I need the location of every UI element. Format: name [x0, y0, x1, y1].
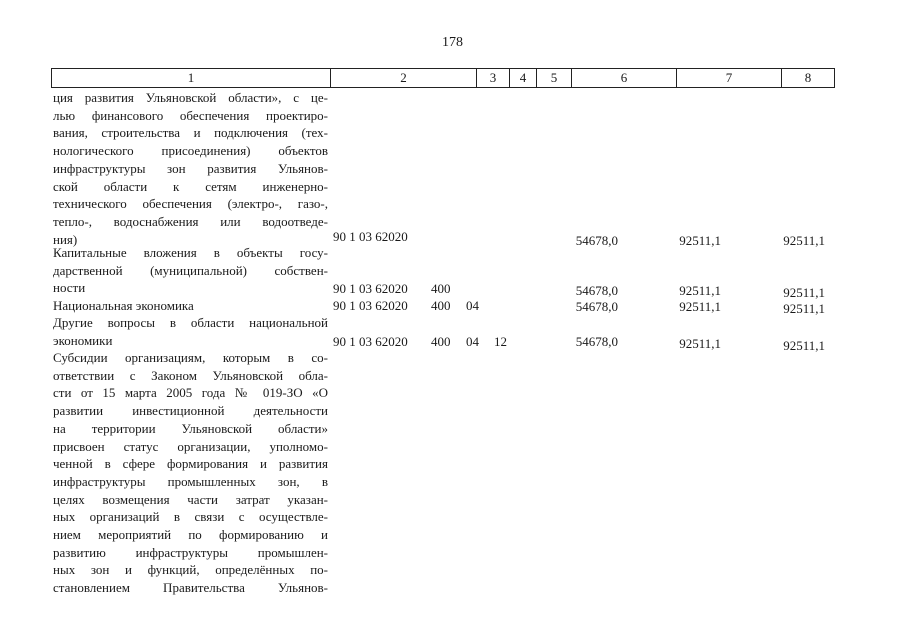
- description-line: экономики: [53, 332, 113, 348]
- description-line: тепло-, водоснабжения или водоотведе-: [53, 213, 328, 229]
- header-col-1: 1: [52, 69, 331, 87]
- page-number: 178: [442, 35, 463, 50]
- description-line: ответствии с Законом Ульяновской обла-: [53, 367, 328, 383]
- row-4-col8: 92511,1: [783, 338, 825, 353]
- header-col-5: 5: [537, 69, 572, 87]
- description-line: ской области к сетям инженерно-: [53, 178, 328, 194]
- description-line: вания, строительства и подключения (тех-: [53, 125, 328, 141]
- row-1-col8: 92511,1: [783, 233, 825, 248]
- row-2-col3: 400: [431, 281, 451, 296]
- description-line: технического обеспечения (электро-, газо-,: [53, 196, 328, 212]
- description-line: ных зон и функций, определённых по-: [53, 562, 328, 578]
- description-line: Субсидии организациям, которым в со-: [53, 350, 328, 365]
- description-line: дарственной (муниципальной) собствен-: [53, 262, 328, 278]
- row-4-col4: 04: [466, 334, 479, 349]
- row-3-code: 90 1 03 62020: [333, 298, 408, 313]
- description-line: развитию инфраструктуры промышлен-: [53, 544, 328, 560]
- description-line: Другие вопросы в области национальной: [53, 315, 328, 330]
- row-4-col6: 54678,0: [575, 334, 618, 349]
- row-1-code: 90 1 03 62020: [333, 229, 408, 244]
- row-3-col8: 92511,1: [783, 301, 825, 316]
- description-line: Капитальные вложения в объекты госу-: [53, 245, 328, 260]
- header-col-4: 4: [510, 69, 537, 87]
- description-line: сти от 15 марта 2005 года № 019-ЗО «О: [53, 385, 328, 401]
- row-1-col6: 54678,0: [575, 233, 618, 248]
- description-line: становлением Правительства Ульянов-: [53, 580, 328, 596]
- row-description-1: [53, 89, 328, 248]
- description-line: нием мероприятий по формированию и: [53, 527, 328, 543]
- description-line: ных организаций в связи с осуществле-: [53, 509, 328, 525]
- description-line: ния): [53, 231, 78, 247]
- description-line: нологического присоединения) объектов: [53, 143, 328, 159]
- description-line: лью финансового обеспечения проектиро-: [53, 107, 328, 123]
- description-line: ченной в сфере формирования и развития: [53, 456, 328, 472]
- row-2-col6: 54678,0: [575, 283, 618, 298]
- description-line: присвоен статус организации, уполномо-: [53, 438, 328, 454]
- row-4-col5: 12: [494, 334, 507, 349]
- table-header-row: [51, 68, 835, 88]
- header-col-2: 2: [331, 69, 477, 87]
- header-col-7: 7: [677, 69, 782, 87]
- row-4-col3: 400: [431, 334, 451, 349]
- row-2-col8: 92511,1: [783, 285, 825, 300]
- row-3-col4: 04: [466, 298, 479, 313]
- header-col-3: 3: [477, 69, 510, 87]
- row-1-col7: 92511,1: [679, 233, 721, 248]
- description-line: целях возмещения части затрат указан-: [53, 491, 328, 507]
- row-2-col7: 92511,1: [679, 283, 721, 298]
- description-line: ности: [53, 280, 86, 296]
- row-description-5: [53, 349, 328, 597]
- description-line: инфраструктуры промышленных зон, в: [53, 473, 328, 489]
- row-4-col7: 92511,1: [679, 336, 721, 351]
- row-description-4: [53, 314, 328, 349]
- header-col-6: 6: [572, 69, 677, 87]
- description-line: Национальная экономика: [53, 298, 194, 313]
- row-3-col3: 400: [431, 298, 451, 313]
- row-description-3: [53, 297, 328, 315]
- row-4-code: 90 1 03 62020: [333, 334, 408, 349]
- header-col-8: 8: [804, 70, 812, 85]
- description-line: развитии инвестиционной деятельности: [53, 403, 328, 419]
- description-line: на территории Ульяновской области»: [53, 420, 328, 436]
- row-3-col7: 92511,1: [679, 299, 721, 314]
- description-line: ция развития Ульяновской области», с це-: [53, 90, 328, 105]
- row-3-col6: 54678,0: [575, 299, 618, 314]
- row-description-2: [53, 244, 328, 297]
- description-line: инфраструктуры зон развития Ульянов-: [53, 160, 328, 176]
- row-2-code: 90 1 03 62020: [333, 281, 408, 296]
